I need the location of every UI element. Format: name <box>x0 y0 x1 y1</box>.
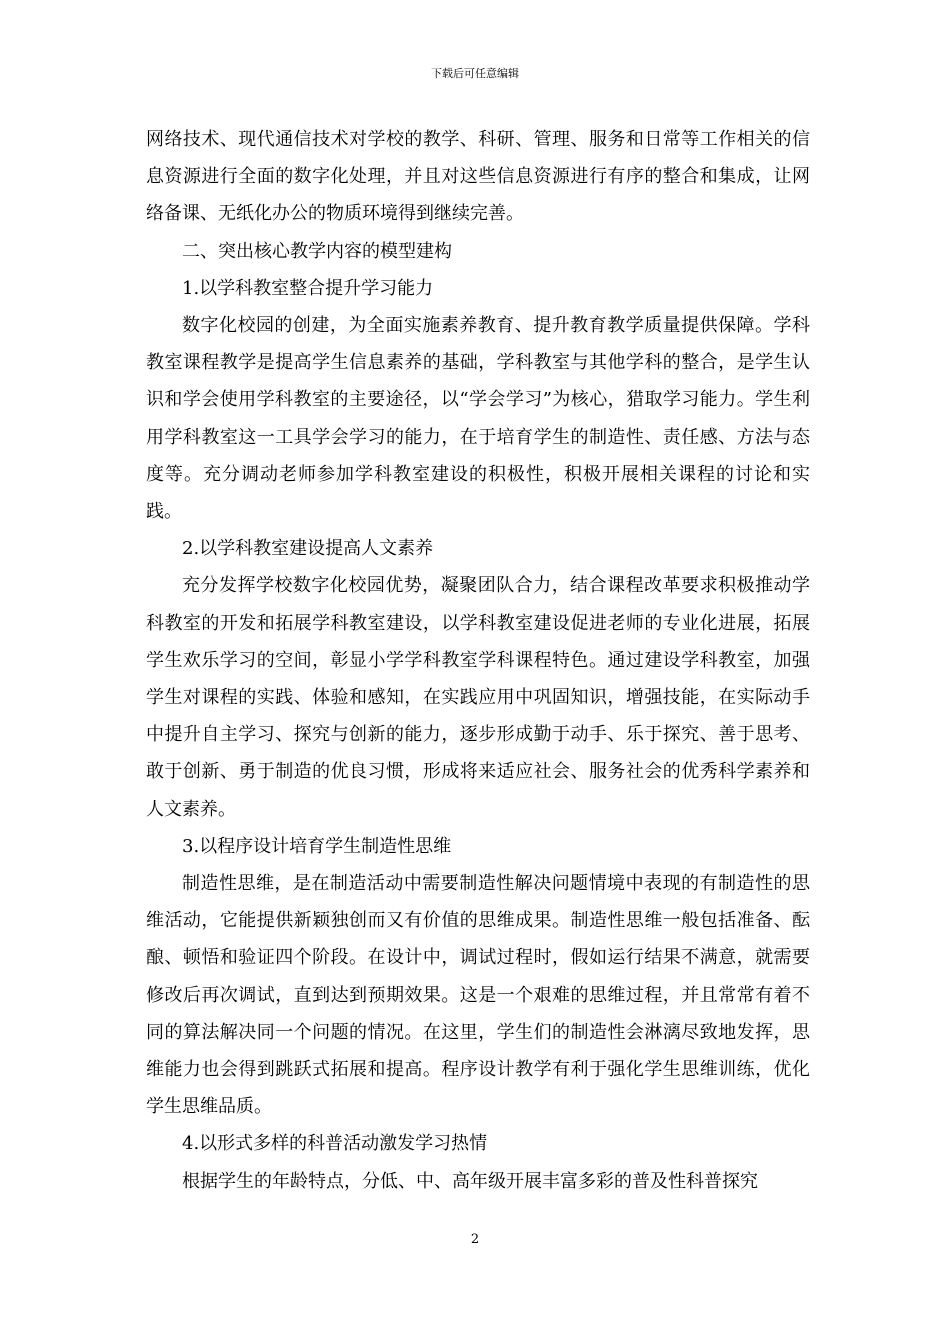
subsection-heading: 4.以形式多样的科普活动激发学习热情 <box>182 1133 488 1155</box>
paragraph: 网络技术、现代通信技术对学校的教学、科研、管理、服务和日常等工作相关的信息资源进行全面的数字化处理，并且对这些信息资源进行有序的整合和集成，让网络备课、无纸化办公的物质环境得到继续完善。 <box>146 129 810 225</box>
subsection-heading: 2.以学科教室建设提高人文素养 <box>182 538 434 560</box>
document-body <box>146 121 810 1200</box>
subsection-heading: 1.以学科教室整合提升学习能力 <box>182 277 434 299</box>
section-heading: 二、突出核心教学内容的模型建构 <box>182 240 452 262</box>
paragraph: 制造性思维，是在制造活动中需要制造性解决问题情境中表现的有制造性的思维活动，它能提供新颖独创而又有价值的思维成果。制造性思维一般包括准备、酝酿、顿悟和验证四个阶段。在设计中，调试过程时，假如运行结果不满意，就需要修改后再次调试，直到达到预期效果。这是一个艰难的思维过程，并且常常有着不同的算法解决同一个问题的情况。在这里，学生们的制造性会淋漓尽致地发挥，思维能力也会得到跳跃式拓展和提高。程序设计教学有利于强化学生思维训练，优化学生思维品质。 <box>146 873 810 1118</box>
subsection-heading: 3.以程序设计培育学生制造性思维 <box>182 835 452 857</box>
paragraph: 充分发挥学校数字化校园优势，凝聚团队合力，结合课程改革要求积极推动学科教室的开发和拓展学科教室建设，以学科教室建设促进老师的专业化进展，拓展学生欢乐学习的空间，彰显小学学科教室学科课程特色。通过建设学科教室，加强学生对课程的实践、体验和感知，在实践应用中巩固知识，增强技能，在实际动手中提升自主学习、探究与创新的能力，逐步形成勤于动手、乐于探究、善于思考、敢于创新、勇于制造的优良习惯，形成将来适应社会、服务社会的优秀科学素养和人文素养。 <box>146 575 810 820</box>
paragraph: 数字化校园的创建，为全面实施素养教育、提升教育教学质量提供保障。学科教室课程教学是提高学生信息素养的基础，学科教室与其他学科的整合，是学生认识和学会使用学科教室的主要途径，以“学会学习”为核心，猎取学习能力。学生利用学科教室这一工具学会学习的能力，在于培育学生的制造性、责任感、方法与态度等。充分调动老师参加学科教室建设的积极性，积极开展相关课程的讨论和实践。 <box>146 315 810 523</box>
page-header: 下载后可任意编辑 <box>431 67 519 80</box>
page-number: 2 <box>470 1232 480 1247</box>
paragraph: 根据学生的年龄特点，分低、中、高年级开展丰富多彩的普及性科普探究 <box>182 1170 758 1192</box>
